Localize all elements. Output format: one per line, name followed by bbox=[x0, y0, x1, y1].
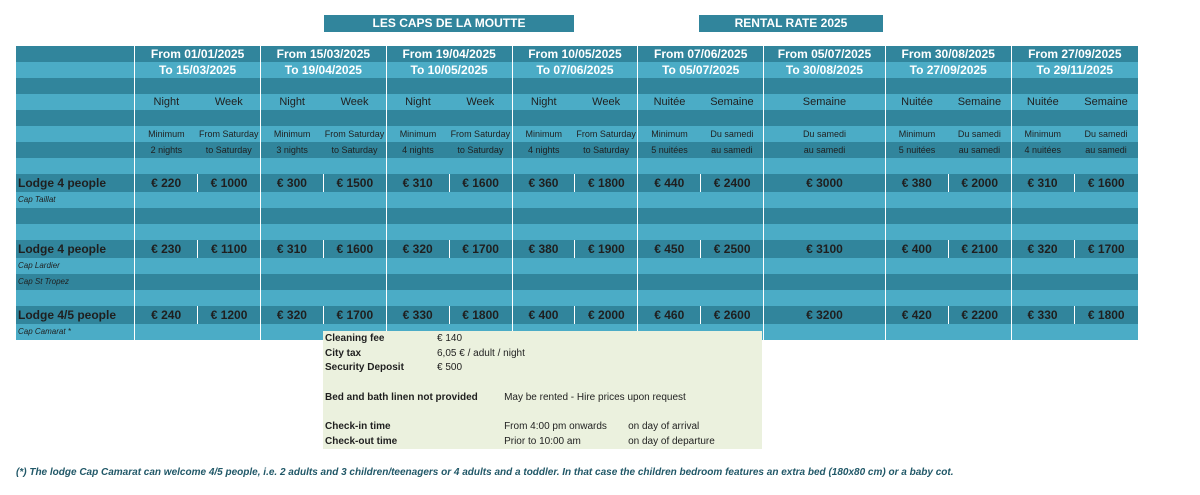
empty-cell bbox=[135, 208, 261, 224]
empty-cell bbox=[638, 110, 764, 126]
lodge-row bbox=[16, 240, 1138, 258]
info-row-deposit bbox=[323, 360, 762, 375]
checkin-note: on day of arrival bbox=[628, 420, 700, 432]
empty-cell bbox=[512, 274, 638, 290]
checkout-value: Prior to 10:00 am bbox=[504, 435, 581, 447]
empty-cell bbox=[386, 110, 512, 126]
info-spacer bbox=[323, 404, 762, 419]
period-to: To 29/11/2025 bbox=[1011, 62, 1138, 78]
period-from: From 01/01/2025 bbox=[135, 46, 261, 62]
city-tax-value: 6,05 € / adult / night bbox=[437, 347, 525, 359]
cleaning-label: Cleaning fee bbox=[325, 332, 385, 344]
price-cell: € 2500 bbox=[701, 240, 764, 258]
title-banner: LES CAPS DE LA MOUTTE bbox=[324, 15, 574, 32]
price-cell: € 3100 bbox=[764, 240, 886, 258]
empty-cell bbox=[764, 158, 886, 174]
period-u1: Semaine bbox=[764, 94, 886, 110]
price-cell: € 1600 bbox=[449, 174, 512, 192]
unit-row bbox=[16, 94, 1138, 110]
price-cell: € 240 bbox=[135, 306, 198, 324]
empty-cell bbox=[638, 258, 764, 274]
period-u2: Week bbox=[449, 94, 512, 110]
period-u2: Semaine bbox=[948, 94, 1011, 110]
empty-cell bbox=[1011, 110, 1138, 126]
period-c2b: to Saturday bbox=[323, 142, 386, 158]
empty-cell bbox=[885, 224, 1011, 240]
checkout-note: on day of departure bbox=[628, 435, 715, 447]
price-cell: € 220 bbox=[135, 174, 198, 192]
period-c2b: au samedi bbox=[948, 142, 1011, 158]
price-cell: € 1200 bbox=[198, 306, 261, 324]
checkout-label: Check-out time bbox=[325, 435, 398, 447]
period-c1b: 4 nights bbox=[512, 142, 575, 158]
price-cell: € 2000 bbox=[575, 306, 638, 324]
period-c1b: au samedi bbox=[764, 142, 886, 158]
period-c1a: Du samedi bbox=[764, 126, 886, 142]
condition-row-2 bbox=[16, 142, 1138, 158]
period-c2b: au samedi bbox=[701, 142, 764, 158]
empty-cell bbox=[885, 258, 1011, 274]
period-u1: Night bbox=[135, 94, 198, 110]
price-cell: € 330 bbox=[1011, 306, 1074, 324]
period-c1a: Minimum bbox=[638, 126, 701, 142]
period-u1: Nuitée bbox=[885, 94, 948, 110]
period-from: From 27/09/2025 bbox=[1011, 46, 1138, 62]
info-row-checkin bbox=[323, 419, 762, 434]
empty-cell bbox=[638, 290, 764, 306]
price-cell: € 440 bbox=[638, 174, 701, 192]
empty-cell bbox=[260, 110, 386, 126]
lodge-row bbox=[16, 306, 1138, 324]
label-cell bbox=[16, 142, 135, 158]
info-table bbox=[323, 331, 762, 449]
spacer-row bbox=[16, 290, 1138, 306]
price-cell: € 230 bbox=[135, 240, 198, 258]
period-u1: Night bbox=[386, 94, 449, 110]
period-u1: Nuitée bbox=[1011, 94, 1074, 110]
period-u2: Week bbox=[323, 94, 386, 110]
empty-cell bbox=[386, 258, 512, 274]
empty-cell bbox=[764, 290, 886, 306]
lodge-name: Lodge 4/5 people bbox=[16, 306, 135, 324]
spacer-row bbox=[16, 78, 1138, 94]
info-spacer bbox=[323, 375, 762, 390]
period-c1b: 3 nights bbox=[260, 142, 323, 158]
period-to: To 30/08/2025 bbox=[764, 62, 886, 78]
period-from: From 19/04/2025 bbox=[386, 46, 512, 62]
price-cell: € 2600 bbox=[701, 306, 764, 324]
label-cell bbox=[16, 46, 135, 62]
checkin-label: Check-in time bbox=[325, 420, 391, 432]
info-row-linen bbox=[323, 390, 762, 405]
period-to: To 19/04/2025 bbox=[260, 62, 386, 78]
lodge-name: Lodge 4 people bbox=[16, 240, 135, 258]
period-u1: Night bbox=[260, 94, 323, 110]
city-tax-label: City tax bbox=[325, 347, 362, 359]
period-to: To 27/09/2025 bbox=[885, 62, 1011, 78]
period-from: From 15/03/2025 bbox=[260, 46, 386, 62]
period-c1a: Minimum bbox=[512, 126, 575, 142]
spacer-row bbox=[16, 158, 1138, 174]
price-cell: € 1900 bbox=[575, 240, 638, 258]
period-to: To 15/03/2025 bbox=[135, 62, 261, 78]
empty-cell bbox=[638, 224, 764, 240]
label-cell bbox=[16, 158, 135, 174]
info-row-city bbox=[323, 346, 762, 361]
label-cell bbox=[16, 208, 135, 224]
period-u2: Week bbox=[575, 94, 638, 110]
footnote: (*) The lodge Cap Camarat can welcome 4/5 people, i.e. 2 adults and 3 children/teenagers or 4 adults and a toddler. In that case the children bedroom features an extra bed (180x80 cm) or a baby cot. bbox=[16, 467, 954, 478]
empty-cell bbox=[260, 78, 386, 94]
empty-cell bbox=[1011, 290, 1138, 306]
price-cell: € 310 bbox=[386, 174, 449, 192]
empty-cell bbox=[386, 290, 512, 306]
empty-cell bbox=[1011, 224, 1138, 240]
empty-cell bbox=[260, 192, 386, 208]
empty-cell bbox=[764, 274, 886, 290]
empty-cell bbox=[386, 208, 512, 224]
empty-cell bbox=[638, 208, 764, 224]
label-cell bbox=[16, 290, 135, 306]
price-cell: € 400 bbox=[512, 306, 575, 324]
empty-cell bbox=[512, 258, 638, 274]
empty-cell bbox=[764, 208, 886, 224]
period-c2a: From Saturday bbox=[449, 126, 512, 142]
deposit-label: Security Deposit bbox=[325, 362, 404, 374]
period-c1a: Minimum bbox=[1011, 126, 1074, 142]
spacer-row bbox=[16, 208, 1138, 224]
label-cell bbox=[16, 94, 135, 110]
period-to: To 05/07/2025 bbox=[638, 62, 764, 78]
empty-cell bbox=[885, 208, 1011, 224]
period-from-row bbox=[16, 46, 1138, 62]
period-c2a: Du samedi bbox=[948, 126, 1011, 142]
period-c1a: Minimum bbox=[135, 126, 198, 142]
label-cell bbox=[16, 62, 135, 78]
price-cell: € 1800 bbox=[449, 306, 512, 324]
lodge-name: Lodge 4 people bbox=[16, 174, 135, 192]
price-cell: € 1600 bbox=[323, 240, 386, 258]
period-c2a: From Saturday bbox=[323, 126, 386, 142]
lodge-row bbox=[16, 174, 1138, 192]
period-c2b: to Saturday bbox=[575, 142, 638, 158]
deposit-value: € 500 bbox=[437, 362, 463, 374]
price-cell: € 1700 bbox=[1074, 240, 1138, 258]
period-u1: Nuitée bbox=[638, 94, 701, 110]
empty-cell bbox=[764, 110, 886, 126]
lodge-subname: Cap Lardier bbox=[16, 258, 135, 274]
price-cell: € 380 bbox=[885, 174, 948, 192]
empty-cell bbox=[260, 158, 386, 174]
empty-cell bbox=[512, 224, 638, 240]
empty-cell bbox=[1011, 274, 1138, 290]
price-cell: € 1700 bbox=[449, 240, 512, 258]
empty-cell bbox=[512, 158, 638, 174]
empty-cell bbox=[135, 274, 261, 290]
empty-cell bbox=[764, 192, 886, 208]
empty-cell bbox=[135, 224, 261, 240]
empty-cell bbox=[885, 192, 1011, 208]
empty-cell bbox=[1011, 192, 1138, 208]
empty-cell bbox=[512, 192, 638, 208]
empty-cell bbox=[260, 208, 386, 224]
empty-cell bbox=[135, 324, 261, 340]
period-c1a: Minimum bbox=[386, 126, 449, 142]
empty-cell bbox=[764, 224, 886, 240]
price-cell: € 320 bbox=[260, 306, 323, 324]
empty-cell bbox=[135, 158, 261, 174]
period-c1b: 4 nuitées bbox=[1011, 142, 1074, 158]
period-u2: Semaine bbox=[701, 94, 764, 110]
empty-cell bbox=[260, 290, 386, 306]
empty-cell bbox=[1011, 78, 1138, 94]
period-c2b: au samedi bbox=[1074, 142, 1138, 158]
empty-cell bbox=[260, 224, 386, 240]
period-from: From 30/08/2025 bbox=[885, 46, 1011, 62]
empty-cell bbox=[638, 158, 764, 174]
empty-cell bbox=[764, 324, 886, 340]
price-cell: € 450 bbox=[638, 240, 701, 258]
empty-cell bbox=[638, 274, 764, 290]
price-cell: € 1800 bbox=[575, 174, 638, 192]
empty-cell bbox=[386, 274, 512, 290]
lodge-sub-row bbox=[16, 192, 1138, 208]
period-c1b: 5 nuitées bbox=[885, 142, 948, 158]
empty-cell bbox=[638, 192, 764, 208]
period-c2a: From Saturday bbox=[198, 126, 261, 142]
price-cell: € 310 bbox=[1011, 174, 1074, 192]
empty-cell bbox=[1011, 324, 1138, 340]
lodge-subname: Cap Taillat bbox=[16, 192, 135, 208]
period-c1a: Minimum bbox=[885, 126, 948, 142]
spacer-row bbox=[16, 110, 1138, 126]
linen-value: May be rented - Hire prices upon request bbox=[504, 391, 686, 403]
price-cell: € 1100 bbox=[198, 240, 261, 258]
period-c1b: 5 nuitées bbox=[638, 142, 701, 158]
period-c2a: Du samedi bbox=[701, 126, 764, 142]
checkin-value: From 4:00 pm onwards bbox=[504, 420, 607, 432]
empty-cell bbox=[512, 208, 638, 224]
price-cell: € 2400 bbox=[701, 174, 764, 192]
period-from: From 05/07/2025 bbox=[764, 46, 886, 62]
empty-cell bbox=[386, 158, 512, 174]
price-cell: € 320 bbox=[386, 240, 449, 258]
empty-cell bbox=[885, 158, 1011, 174]
empty-cell bbox=[885, 290, 1011, 306]
empty-cell bbox=[885, 78, 1011, 94]
empty-cell bbox=[1011, 208, 1138, 224]
rate-banner: RENTAL RATE 2025 bbox=[699, 15, 883, 32]
empty-cell bbox=[512, 78, 638, 94]
empty-cell bbox=[386, 224, 512, 240]
price-cell: € 330 bbox=[386, 306, 449, 324]
period-c1b: 2 nights bbox=[135, 142, 198, 158]
empty-cell bbox=[260, 274, 386, 290]
empty-cell bbox=[135, 290, 261, 306]
cleaning-value: € 140 bbox=[437, 332, 463, 344]
price-cell: € 1800 bbox=[1074, 306, 1138, 324]
price-cell: € 1700 bbox=[323, 306, 386, 324]
period-to-row bbox=[16, 62, 1138, 78]
price-cell: € 2000 bbox=[948, 174, 1011, 192]
empty-cell bbox=[135, 78, 261, 94]
price-cell: € 460 bbox=[638, 306, 701, 324]
empty-cell bbox=[764, 258, 886, 274]
price-cell: € 360 bbox=[512, 174, 575, 192]
period-c2a: Du samedi bbox=[1074, 126, 1138, 142]
lodge-sub-row bbox=[16, 274, 1138, 290]
price-cell: € 380 bbox=[512, 240, 575, 258]
period-c2b: to Saturday bbox=[449, 142, 512, 158]
label-cell bbox=[16, 126, 135, 142]
spacer-row bbox=[16, 224, 1138, 240]
lodge-sub-row bbox=[16, 258, 1138, 274]
empty-cell bbox=[512, 110, 638, 126]
empty-cell bbox=[135, 110, 261, 126]
empty-cell bbox=[885, 324, 1011, 340]
period-u1: Night bbox=[512, 94, 575, 110]
price-cell: € 2100 bbox=[948, 240, 1011, 258]
price-cell: € 300 bbox=[260, 174, 323, 192]
empty-cell bbox=[885, 274, 1011, 290]
period-to: To 07/06/2025 bbox=[512, 62, 638, 78]
period-c2b: to Saturday bbox=[198, 142, 261, 158]
empty-cell bbox=[512, 290, 638, 306]
empty-cell bbox=[885, 110, 1011, 126]
label-cell bbox=[16, 224, 135, 240]
price-cell: € 1600 bbox=[1074, 174, 1138, 192]
empty-cell bbox=[260, 258, 386, 274]
price-cell: € 3000 bbox=[764, 174, 886, 192]
lodge-subname: Cap St Tropez bbox=[16, 274, 135, 290]
empty-cell bbox=[135, 258, 261, 274]
period-from: From 10/05/2025 bbox=[512, 46, 638, 62]
price-cell: € 400 bbox=[885, 240, 948, 258]
price-cell: € 3200 bbox=[764, 306, 886, 324]
price-cell: € 320 bbox=[1011, 240, 1074, 258]
price-cell: € 420 bbox=[885, 306, 948, 324]
info-row-cleaning bbox=[323, 331, 762, 346]
label-cell bbox=[16, 78, 135, 94]
empty-cell bbox=[135, 192, 261, 208]
empty-cell bbox=[386, 192, 512, 208]
info-row-checkout bbox=[323, 434, 762, 449]
rates-table bbox=[16, 46, 1138, 340]
empty-cell bbox=[1011, 158, 1138, 174]
price-cell: € 2200 bbox=[948, 306, 1011, 324]
linen-label: Bed and bath linen not provided bbox=[325, 391, 478, 403]
price-cell: € 1000 bbox=[198, 174, 261, 192]
period-c1a: Minimum bbox=[260, 126, 323, 142]
period-to: To 10/05/2025 bbox=[386, 62, 512, 78]
period-u2: Semaine bbox=[1074, 94, 1138, 110]
period-from: From 07/06/2025 bbox=[638, 46, 764, 62]
condition-row-1 bbox=[16, 126, 1138, 142]
period-c2a: From Saturday bbox=[575, 126, 638, 142]
price-cell: € 1500 bbox=[323, 174, 386, 192]
empty-cell bbox=[386, 78, 512, 94]
price-cell: € 310 bbox=[260, 240, 323, 258]
lodge-subname: Cap Camarat * bbox=[16, 324, 135, 340]
empty-cell bbox=[638, 78, 764, 94]
empty-cell bbox=[1011, 258, 1138, 274]
empty-cell bbox=[764, 78, 886, 94]
period-c1b: 4 nights bbox=[386, 142, 449, 158]
period-u2: Week bbox=[198, 94, 261, 110]
label-cell bbox=[16, 110, 135, 126]
